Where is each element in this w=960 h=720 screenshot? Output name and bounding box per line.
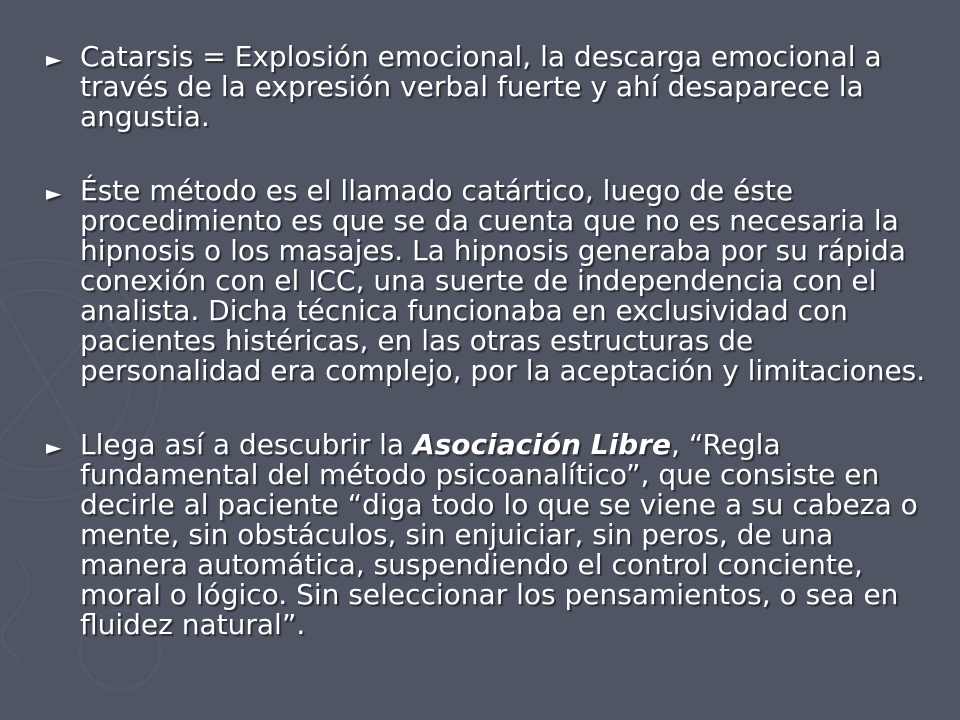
bullet-text — [80, 430, 926, 640]
bullet-text-lead: Llega así a descubrir la — [80, 428, 413, 461]
bullet-item-catarsis — [46, 42, 926, 132]
bullet-arrow-icon: ► — [46, 47, 62, 71]
bullet-item-asociacion-libre — [46, 430, 926, 640]
bullet-text: Catarsis = Explosión emocional, la descarga emocional a través de la expresión verbal fuerte y ahí desaparece la angustia. — [80, 40, 882, 133]
bullet-text: Éste método es el llamado catártico, luego de éste procedimiento es que se da cuenta que no es necesaria la hipnosis o los masajes. La hipnosis generaba por su rápida conexión con el ICC, una suerte de independencia con el analista. Dicha técnica funcionaba en exclusividad con pacientes histéricas, en las otras estructuras de personalidad era complejo, por la aceptación y limitaciones. — [80, 174, 926, 387]
bullet-item-metodo-catartico — [46, 176, 926, 386]
bullet-arrow-icon: ► — [46, 435, 62, 459]
asociacion-libre-emphasis: Asociación Libre — [412, 428, 672, 461]
bullet-text-rest: , “Regla fundamental del método psicoanalítico”, que consiste en decirle al paciente “diga todo lo que se viene a su cabeza o mente, sin obstáculos, sin enjuiciar, sin peros, de una manera automática, suspendiendo el control conciente, moral o lógico. Sin seleccionar los pensamientos, o sea en fluidez natural”. — [80, 428, 918, 641]
bullet-arrow-icon: ► — [46, 181, 62, 205]
slide-body — [46, 42, 926, 640]
